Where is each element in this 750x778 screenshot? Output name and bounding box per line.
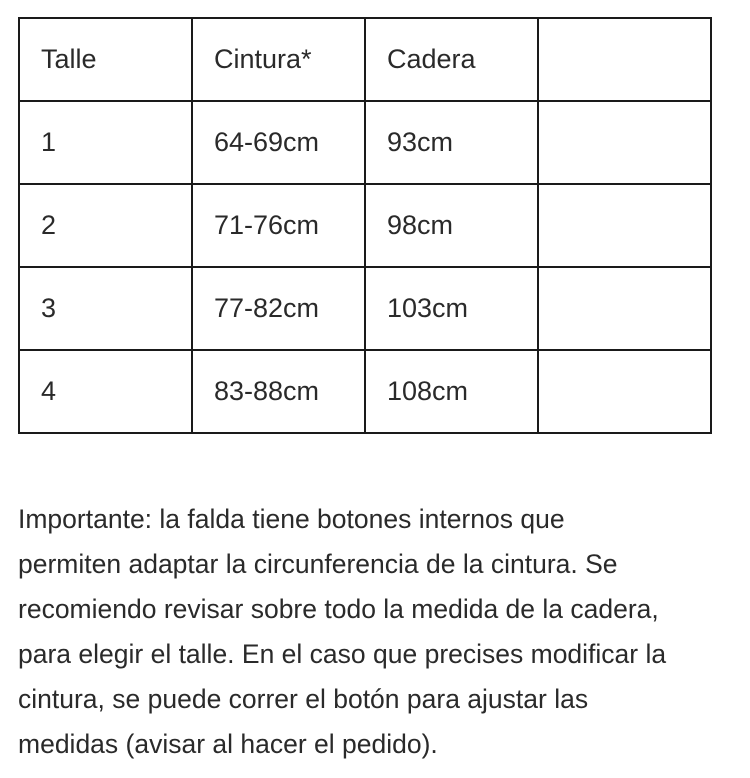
- cell-cadera: 103cm: [365, 267, 538, 350]
- table-row: [19, 267, 711, 350]
- important-note: [18, 497, 732, 767]
- cell-cadera: 108cm: [365, 350, 538, 433]
- cell-cadera: 93cm: [365, 101, 538, 184]
- header-cell-cintura: Cintura*: [192, 18, 365, 101]
- note-line: Importante: la falda tiene botones internos que: [18, 504, 565, 534]
- note-line: medidas (avisar al hacer el pedido).: [18, 729, 438, 759]
- cell-talle: 3: [19, 267, 192, 350]
- note-line: cintura, se puede correr el botón para ajustar las: [18, 684, 589, 714]
- cell-talle: 2: [19, 184, 192, 267]
- note-line: permiten adaptar la circunferencia de la cintura. Se: [18, 549, 618, 579]
- cell-empty: [538, 267, 711, 350]
- table-row: [19, 184, 711, 267]
- table-row: [19, 101, 711, 184]
- cell-empty: [538, 184, 711, 267]
- cell-cintura: 71-76cm: [192, 184, 365, 267]
- header-cell-empty: [538, 18, 711, 101]
- note-line: recomiendo revisar sobre todo la medida de la cadera,: [18, 594, 659, 624]
- cell-talle: 1: [19, 101, 192, 184]
- cell-cintura: 77-82cm: [192, 267, 365, 350]
- table-header-row: [19, 18, 711, 101]
- size-chart-table: [18, 17, 712, 434]
- cell-empty: [538, 101, 711, 184]
- cell-talle: 4: [19, 350, 192, 433]
- header-cell-talle: Talle: [19, 18, 192, 101]
- header-cell-cadera: Cadera: [365, 18, 538, 101]
- cell-cadera: 98cm: [365, 184, 538, 267]
- cell-cintura: 64-69cm: [192, 101, 365, 184]
- cell-cintura: 83-88cm: [192, 350, 365, 433]
- table-row: [19, 350, 711, 433]
- cell-empty: [538, 350, 711, 433]
- note-line: para elegir el talle. En el caso que precises modificar la: [18, 639, 667, 669]
